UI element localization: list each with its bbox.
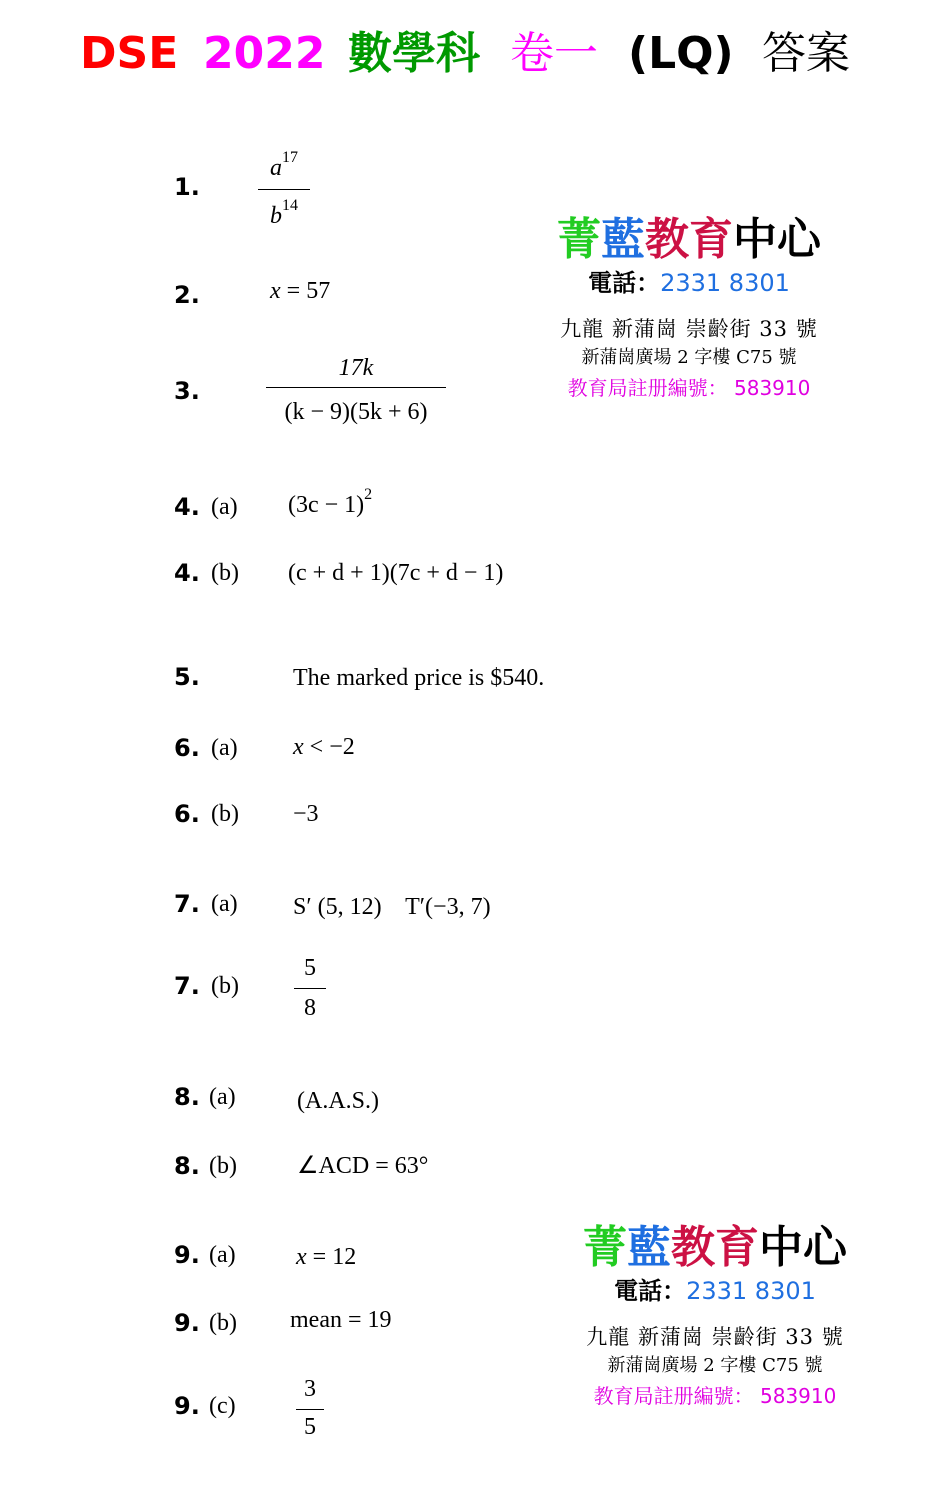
q9c-denominator: 5 (304, 1414, 316, 1440)
question-part: (b) (209, 1153, 237, 1179)
page-title (0, 26, 940, 82)
center-advert (524, 214, 854, 404)
q6a-variable: x (293, 734, 304, 760)
question-number: 4. (174, 493, 200, 521)
q4a-base: (3c − 1) (288, 492, 365, 518)
q9a-variable: x (296, 1244, 307, 1270)
question-part: (c) (209, 1393, 236, 1419)
phone-label: 電話： (588, 269, 661, 297)
phone-label: 電話： (614, 1277, 687, 1305)
q4a-exponent: 2 (364, 486, 373, 503)
logo-part: 菁 (583, 1222, 627, 1273)
q1-denominator: b (270, 203, 282, 229)
q1-numerator-exponent: 17 (282, 149, 298, 166)
question-part: (a) (211, 494, 238, 520)
answer-q8a: (A.A.S.) (297, 1088, 379, 1114)
center-address-line2: 新蒲崗廣場 2 字樓 C75 號 (607, 1355, 823, 1376)
question-number: 1. (174, 173, 200, 201)
logo-part: 中心 (759, 1222, 847, 1273)
title-year: 2022 (203, 28, 326, 79)
logo-part: 教育 (645, 214, 733, 265)
center-address-line2: 新蒲崗廣場 2 字樓 C75 號 (581, 347, 797, 368)
q3-denominator: (k − 9)(5k + 6) (284, 399, 428, 425)
question-part: (a) (209, 1242, 236, 1268)
q7b-denominator: 8 (304, 995, 316, 1021)
question-number: 6. (174, 800, 200, 828)
center-registration: 教育局註册編號： 583910 (593, 1384, 837, 1408)
question-part: (a) (211, 891, 238, 917)
question-part: (b) (211, 560, 239, 586)
logo-part: 藍 (601, 214, 645, 265)
center-logo (550, 1222, 880, 1274)
q6a-value: < −2 (303, 734, 355, 760)
phone-number: 2331 8301 (686, 1277, 816, 1305)
answer-q7b-fraction (294, 954, 326, 1026)
fraction-bar (266, 387, 446, 388)
logo-part: 菁 (557, 214, 601, 265)
center-address-line1: 九龍 新蒲崗 崇齡街 33 號 (560, 317, 818, 341)
answer-q9c-fraction (296, 1375, 324, 1447)
q9a-value: = 12 (306, 1244, 357, 1270)
question-number: 7. (174, 972, 200, 1000)
phone-number: 2331 8301 (660, 269, 790, 297)
question-number: 9. (174, 1309, 200, 1337)
question-number: 8. (174, 1083, 200, 1111)
answer-q8b: ∠ACD = 63° (297, 1153, 429, 1179)
logo-part: 藍 (627, 1222, 671, 1273)
question-number: 4. (174, 559, 200, 587)
question-number: 5. (174, 663, 200, 691)
q1-denominator-exponent: 14 (282, 197, 298, 214)
answer-q7a: S′ (5, 12) T′(−3, 7) (293, 894, 491, 920)
logo-part: 中心 (733, 214, 821, 265)
answer-q1-fraction (258, 150, 310, 234)
question-number: 9. (174, 1241, 200, 1269)
q3-numerator: 17k (338, 355, 374, 381)
answer-q9b: mean = 19 (290, 1307, 392, 1333)
question-part: (b) (209, 1310, 237, 1336)
center-registration: 教育局註册編號： 583910 (567, 376, 811, 400)
question-part: (a) (209, 1084, 236, 1110)
question-number: 7. (174, 890, 200, 918)
center-phone (524, 266, 854, 300)
title-paper: 卷一 (510, 28, 598, 79)
fraction-bar (294, 988, 326, 989)
question-number: 8. (174, 1152, 200, 1180)
question-part: (a) (211, 735, 238, 761)
question-part: (b) (211, 801, 239, 827)
q2-value: = 57 (280, 278, 331, 304)
question-number: 2. (174, 281, 200, 309)
answer-q3-fraction (266, 352, 446, 432)
answer-q6b: −3 (293, 801, 319, 827)
answer-q9a (296, 1242, 356, 1272)
answer-q4b: (c + d + 1)(7c + d − 1) (288, 560, 504, 586)
q1-numerator: a (270, 155, 282, 181)
title-lq: (LQ) (628, 28, 734, 79)
q2-variable: x (270, 278, 281, 304)
fraction-bar (296, 1409, 324, 1410)
question-number: 9. (174, 1392, 200, 1420)
answer-q2 (270, 276, 330, 306)
answer-q5: The marked price is $540. (293, 665, 545, 691)
question-part: (b) (211, 973, 239, 999)
center-advert (550, 1222, 880, 1412)
q7b-numerator: 5 (304, 955, 316, 981)
center-phone (550, 1274, 880, 1308)
title-answers: 答案 (762, 28, 850, 79)
answer-q4a (288, 486, 373, 520)
title-subject: 數學科 (348, 28, 480, 79)
answer-q6a (293, 732, 355, 762)
center-address-line1: 九龍 新蒲崗 崇齡街 33 號 (586, 1325, 844, 1349)
title-dse: DSE (80, 28, 179, 79)
fraction-bar (258, 189, 310, 190)
question-number: 3. (174, 377, 200, 405)
question-number: 6. (174, 734, 200, 762)
center-logo (524, 214, 854, 266)
logo-part: 教育 (671, 1222, 759, 1273)
q9c-numerator: 3 (304, 1376, 316, 1402)
